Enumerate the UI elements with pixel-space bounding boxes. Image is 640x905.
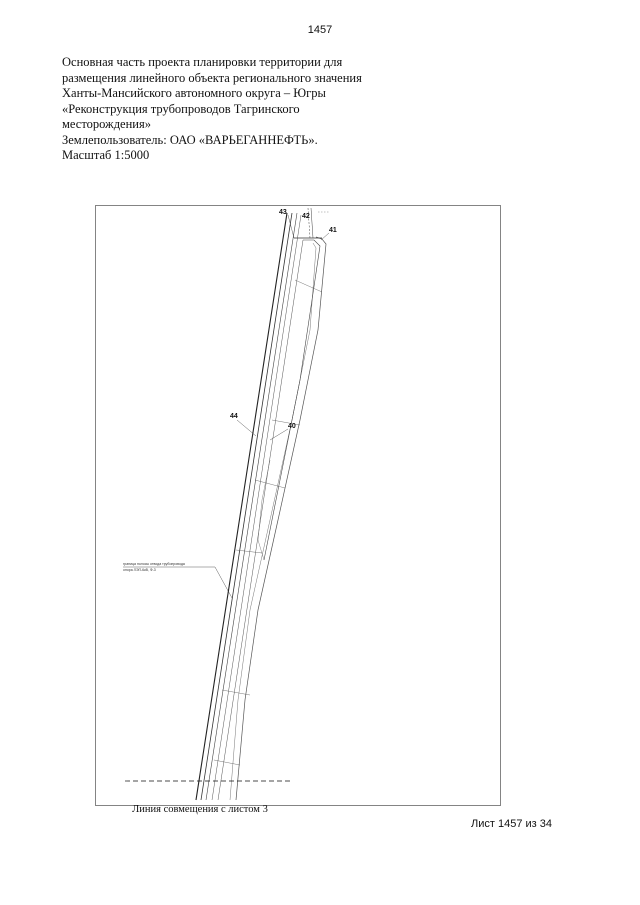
header-line: Основная часть проекта планировки территории для: [62, 55, 343, 69]
access-road-branch: [258, 460, 270, 560]
cross-segment: [272, 420, 300, 425]
cross-segment: [295, 280, 322, 292]
point-label-41: 41: [329, 227, 337, 234]
page-number: 1457: [307, 24, 333, 36]
header-line: Землепользователь: ОАО «ВАРЬЕГАННЕФТЬ».: [62, 132, 318, 147]
map-frame: [96, 206, 501, 806]
point-label-44: 44: [230, 413, 238, 420]
access-road: [264, 240, 320, 560]
allotment-boundary-inner: [230, 243, 316, 800]
pipeline-line-2: [201, 213, 292, 800]
pipeline-line-3: [206, 213, 297, 800]
point-label-40: 40: [288, 423, 296, 430]
scale-line: Масштаб 1:5000: [62, 148, 150, 162]
point-label-43: 43: [279, 209, 287, 216]
top-connector-2: [311, 208, 313, 238]
sheet-counter: Лист 1457 из 34: [471, 818, 552, 830]
point-label-42: 42: [302, 213, 310, 220]
callout-text-1: граница полосы отвода трубопровода: [123, 562, 185, 566]
header-line: «Реконструкция трубопроводов Тагринского: [62, 101, 300, 116]
sheet-join-caption: Линия совмещения с листом 3: [132, 804, 268, 815]
pipeline-line-5: [218, 240, 303, 800]
pipeline-line-1: [196, 213, 287, 800]
pipeline-line-4: [212, 215, 301, 800]
header-line: месторождения»: [62, 117, 151, 131]
header-line: размещения линейного объекта регионального значения: [62, 70, 362, 85]
leader-41: [321, 233, 329, 240]
callout-text-2: опора ЛЭП-6кВ, Ф-3: [123, 568, 156, 572]
leader-40: [270, 429, 288, 440]
header-line: Ханты-Мансийского автономного округа – Югры: [62, 86, 326, 100]
